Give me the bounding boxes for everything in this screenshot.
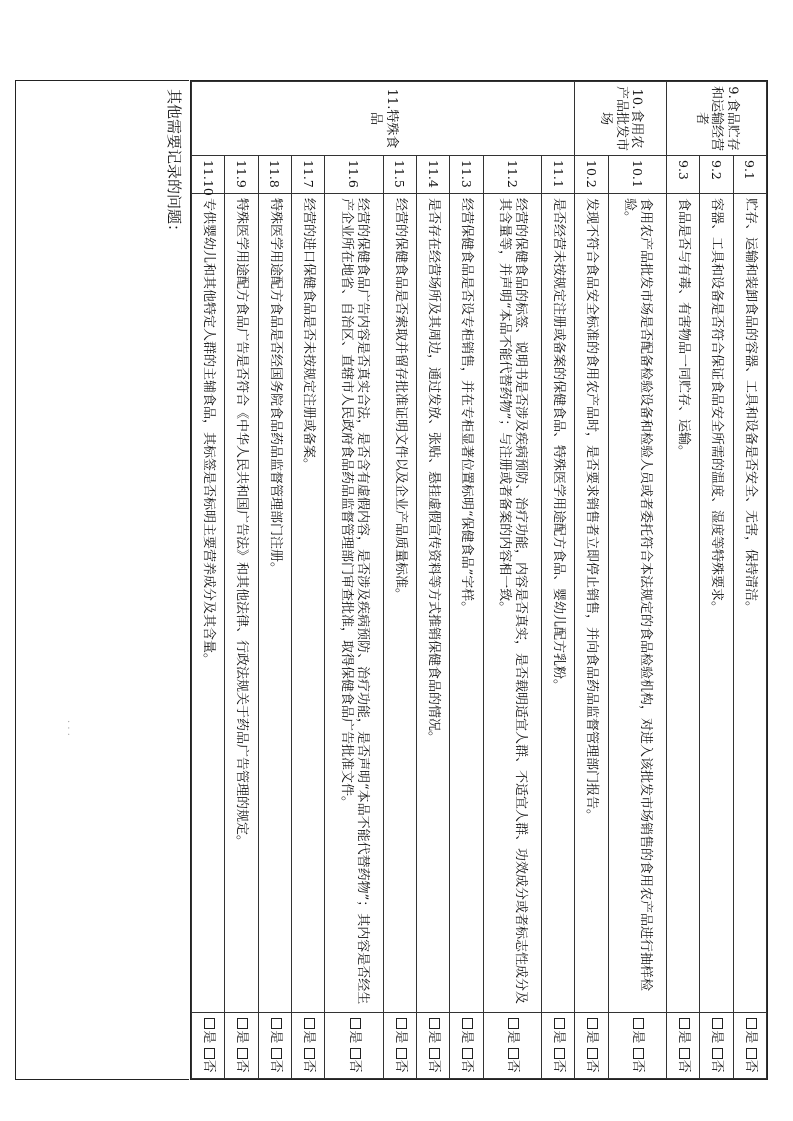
yes-checkbox[interactable] — [587, 1018, 598, 1029]
yes-label: 是 — [630, 1030, 646, 1044]
no-label: 否 — [267, 1059, 283, 1073]
yes-checkbox[interactable] — [712, 1018, 723, 1029]
yes-no-options — [483, 1013, 542, 1079]
yes-no-options — [700, 1013, 733, 1079]
item-text: 食用农产品批发市场是否配备检验设备和检验人员或者委托符合本法规定的食品检验机构，对进入该批发市场销售的食用农产品进行抽样检验。 — [608, 194, 667, 1013]
yes-checkbox[interactable] — [429, 1018, 440, 1029]
yes-label: 是 — [459, 1030, 475, 1044]
yes-label: 是 — [742, 1030, 758, 1044]
yes-no-options — [325, 1013, 384, 1079]
yes-label: 是 — [267, 1030, 283, 1044]
no-label: 否 — [630, 1059, 646, 1073]
no-label: 否 — [346, 1059, 362, 1073]
table-row — [383, 82, 416, 1079]
no-checkbox[interactable] — [508, 1048, 519, 1059]
item-number: 11.1 — [542, 156, 575, 194]
no-label: 否 — [551, 1059, 567, 1073]
item-text: 经营的进口保健食品是否未按规定注册或备案。 — [291, 194, 324, 1013]
yes-checkbox[interactable] — [508, 1018, 519, 1029]
table-row — [291, 82, 324, 1079]
no-label: 否 — [742, 1059, 758, 1073]
item-number: 9.1 — [733, 156, 766, 194]
no-checkbox[interactable] — [679, 1048, 690, 1059]
item-number: 11.9 — [225, 156, 258, 194]
item-number: 10.2 — [575, 156, 608, 194]
no-checkbox[interactable] — [304, 1048, 315, 1059]
no-label: 否 — [676, 1059, 692, 1073]
other-notes-label: 其他需要记录的问题： — [165, 89, 183, 240]
yes-label: 是 — [425, 1030, 441, 1044]
yes-checkbox[interactable] — [554, 1018, 565, 1029]
table-row — [542, 82, 575, 1079]
other-notes-box[interactable] — [15, 80, 189, 1080]
item-number: 10.1 — [608, 156, 667, 194]
table-row — [483, 82, 542, 1079]
no-checkbox[interactable] — [350, 1048, 361, 1059]
item-number: 11.10 — [192, 156, 225, 194]
no-label: 否 — [300, 1059, 316, 1073]
yes-no-options — [225, 1013, 258, 1079]
item-text: 发现不符合食品安全标准的食用农产品时，是否要求销售者立即停止销售，并向食品药品监督管理部门报告。 — [575, 194, 608, 1013]
no-checkbox[interactable] — [633, 1048, 644, 1059]
yes-checkbox[interactable] — [204, 1018, 215, 1029]
table-row — [225, 82, 258, 1079]
no-checkbox[interactable] — [462, 1048, 473, 1059]
yes-checkbox[interactable] — [304, 1018, 315, 1029]
item-number: 11.4 — [417, 156, 450, 194]
yes-no-options — [450, 1013, 483, 1079]
table-row — [325, 82, 384, 1079]
inspection-checklist-table — [191, 81, 767, 1079]
no-checkbox[interactable] — [554, 1048, 565, 1059]
no-checkbox[interactable] — [396, 1048, 407, 1059]
item-number: 11.7 — [291, 156, 324, 194]
yes-checkbox[interactable] — [271, 1018, 282, 1029]
no-checkbox[interactable] — [712, 1048, 723, 1059]
category-cell-10: 10.食用农产品批发市场 — [575, 82, 667, 156]
yes-label: 是 — [300, 1030, 316, 1044]
yes-checkbox[interactable] — [633, 1018, 644, 1029]
no-label: 否 — [392, 1059, 408, 1073]
category-cell-11: 11.特殊食品 — [192, 82, 575, 156]
yes-checkbox[interactable] — [462, 1018, 473, 1029]
item-text: 特殊医学用途配方食品是否经国务院食品药品监督管理部门注册。 — [258, 194, 291, 1013]
item-text: 贮存、运输和装卸食品的容器、工具和设备是否安全、无害，保持清洁。 — [733, 194, 766, 1013]
item-number: 9.3 — [667, 156, 700, 194]
no-label: 否 — [709, 1059, 725, 1073]
yes-checkbox[interactable] — [679, 1018, 690, 1029]
table-row — [575, 82, 608, 1079]
yes-checkbox[interactable] — [350, 1018, 361, 1029]
item-text: 专供婴幼儿和其他特定人群的主辅食品，其标签是否标明主要营养成分及其含量。 — [192, 194, 225, 1013]
item-text: 食品是否与有毒、有害物品一同贮存、运输。 — [667, 194, 700, 1013]
no-label: 否 — [505, 1059, 521, 1073]
category-cell-9: 9.食品贮存和运输经营者 — [667, 82, 767, 156]
no-label: 否 — [459, 1059, 475, 1073]
item-text: 是否存在经营场所及其周边，通过发放、张贴、悬挂虚假宣传资料等方式推销保健食品的情况。 — [417, 194, 450, 1013]
item-text: 容器、工具和设备是否符合保证食品安全所需的温度、湿度等特殊要求。 — [700, 194, 733, 1013]
table-row — [667, 82, 700, 1079]
item-text: 经营的保健食品的标签、说明书是否涉及疾病预防、治疗功能，内容是否真实，是否载明适宜人群、不适宜人群、功效成分或者标志性成分及其含量等，并声明“本品不能代替药物”；与注册或者备案的内容相一致。 — [483, 194, 542, 1013]
yes-label: 是 — [551, 1030, 567, 1044]
yes-no-options — [417, 1013, 450, 1079]
no-checkbox[interactable] — [429, 1048, 440, 1059]
item-number: 11.5 — [383, 156, 416, 194]
item-text: 是否经营未按规定注册或备案的保健食品、特殊医学用途配方食品、婴幼儿配方乳粉。 — [542, 194, 575, 1013]
yes-label: 是 — [584, 1030, 600, 1044]
item-number: 11.3 — [450, 156, 483, 194]
no-checkbox[interactable] — [746, 1048, 757, 1059]
no-label: 否 — [234, 1059, 250, 1073]
yes-no-options — [291, 1013, 324, 1079]
no-label: 否 — [201, 1059, 216, 1073]
yes-label: 是 — [676, 1030, 692, 1044]
no-label: 否 — [584, 1059, 600, 1073]
yes-no-options — [608, 1013, 667, 1079]
scan-specks: · · · — [62, 720, 73, 736]
table-row — [700, 82, 733, 1079]
no-label: 否 — [425, 1059, 441, 1073]
yes-checkbox[interactable] — [396, 1018, 407, 1029]
item-number: 11.2 — [483, 156, 542, 194]
yes-no-options — [733, 1013, 766, 1079]
item-text: 经营保健食品是否设专柜销售，并在专柜显著位置标明“保健食品”字样。 — [450, 194, 483, 1013]
table-row — [608, 82, 667, 1079]
inspection-table-frame — [190, 80, 768, 1080]
table-row — [192, 82, 225, 1079]
table-row — [733, 82, 766, 1079]
no-checkbox[interactable] — [204, 1048, 215, 1059]
yes-label: 是 — [505, 1030, 521, 1044]
yes-label: 是 — [234, 1030, 250, 1044]
item-number: 11.8 — [258, 156, 291, 194]
no-checkbox[interactable] — [271, 1048, 282, 1059]
yes-label: 是 — [346, 1030, 362, 1044]
yes-label: 是 — [709, 1030, 725, 1044]
yes-checkbox[interactable] — [237, 1018, 248, 1029]
table-row — [450, 82, 483, 1079]
yes-no-options — [667, 1013, 700, 1079]
yes-no-options — [575, 1013, 608, 1079]
yes-no-options — [383, 1013, 416, 1079]
table-row — [417, 82, 450, 1079]
item-text: 经营的保健食品是否索取并留存批准证明文件以及企业产品质量标准。 — [383, 194, 416, 1013]
yes-label: 是 — [201, 1030, 216, 1044]
item-text: 经营的保健食品广告内容是否真实合法，是否含有虚假内容，是否涉及疾病预防、治疗功能，是否声明“本品不能代替药物”；其内容是否经生产企业所在地省、自治区、直辖市人民政府食品药品监督管理部门审查批准，取得保健食品广告批准文件。 — [325, 194, 384, 1013]
item-number: 9.2 — [700, 156, 733, 194]
item-text: 特殊医学用途配方食品广告是否符合《中华人民共和国广告法》和其他法律、行政法规关于药品广告管理的规定。 — [225, 194, 258, 1013]
item-number: 11.6 — [325, 156, 384, 194]
yes-no-options — [542, 1013, 575, 1079]
no-checkbox[interactable] — [237, 1048, 248, 1059]
yes-label: 是 — [392, 1030, 408, 1044]
yes-no-options — [192, 1013, 225, 1079]
yes-no-options — [258, 1013, 291, 1079]
yes-checkbox[interactable] — [746, 1018, 757, 1029]
table-row — [258, 82, 291, 1079]
no-checkbox[interactable] — [587, 1048, 598, 1059]
